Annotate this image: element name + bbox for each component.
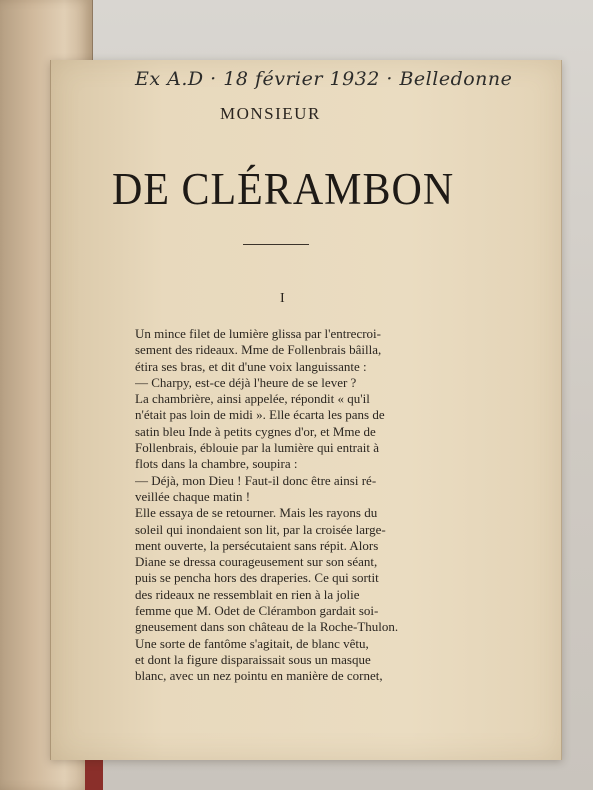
text-line: blanc, avec un nez pointu en manière de cornet, [135, 668, 383, 684]
chapter-number: I [280, 291, 285, 306]
book-title: DE CLÉRAMBON [112, 165, 455, 215]
text-line: étira ses bras, et dit d'une voix languissante : [135, 358, 367, 374]
text-line: satin bleu Inde à petits cygnes d'or, et Mme de [135, 423, 376, 439]
text-line: Elle essaya de se retourner. Mais les rayons du [135, 505, 378, 521]
text-line: Un mince filet de lumière glissa par l'entrecroi- [135, 326, 381, 341]
text-line: La chambrière, ainsi appelée, répondit « qu'il [135, 391, 370, 407]
handwritten-inscription: Ex A.D · 18 février 1932 · Belledonne [135, 68, 513, 90]
title-line-top: MONSIEUR [220, 104, 321, 123]
cover-red-strip [85, 760, 103, 790]
text-line: ment ouverte, la persécutaient sans répit. Alors [135, 537, 379, 553]
text-line: Follenbrais, éblouie par la lumière qui entrait à [135, 440, 380, 456]
text-line: — Déjà, mon Dieu ! Faut-il donc être ainsi ré- [135, 472, 377, 488]
text-line: Diane se dressa courageusement sur son séant, [135, 554, 378, 570]
text-line: des rideaux ne ressemblait en rien à la jolie [135, 586, 360, 602]
title-divider [243, 244, 309, 245]
text-line: sement des rideaux. Mme de Follenbrais bâilla, [135, 342, 382, 358]
text-line: veillée chaque matin ! [135, 488, 251, 504]
text-line: — Charpy, est-ce déjà l'heure de se lever ? [135, 374, 357, 390]
text-line: puis se pencha hors des draperies. Ce qui sortit [135, 570, 379, 586]
text-line: soleil qui inondaient son lit, par la croisée large- [135, 521, 386, 537]
text-line: et dont la figure disparaissait sous un masque [135, 651, 371, 667]
body-text [135, 326, 440, 685]
text-line: gneusement dans son château de la Roche-Thulon. [135, 619, 399, 635]
text-line: flots dans la chambre, soupira : [135, 456, 298, 472]
text-line: femme que M. Odet de Clérambon gardait soi- [135, 603, 379, 619]
text-line: n'était pas loin de midi ». Elle écarta les pans de [135, 407, 385, 423]
text-line: Une sorte de fantôme s'agitait, de blanc vêtu, [135, 635, 369, 651]
